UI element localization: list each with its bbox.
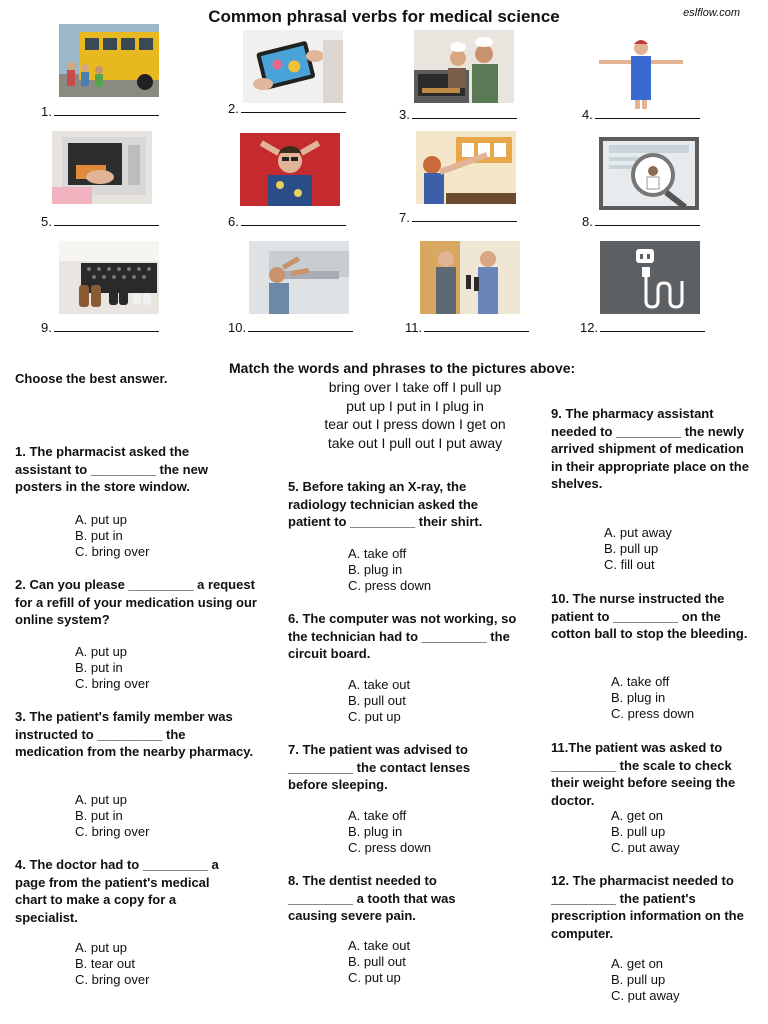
option[interactable]: B. put in [75,808,123,823]
picture-number: 3. [399,107,410,122]
picture-blank-2[interactable] [228,101,346,116]
picture-blank-3[interactable] [399,107,517,122]
option[interactable]: B. pull out [348,954,406,969]
option[interactable]: C. put up [348,709,401,724]
picture-blank-9[interactable] [41,320,159,335]
picture-blank-12[interactable] [580,320,705,335]
site-credit: eslflow.com [683,7,740,19]
options-4 [75,940,149,988]
option[interactable]: C. press down [348,840,432,855]
picture-number: 2. [228,101,239,116]
shoes-doormat-image [59,241,159,314]
picture-blank-4[interactable] [582,107,700,122]
question-11: 11.The patient was asked to _________ the scale to check their weight before seeing the doctor. [551,740,736,808]
picture-number: 9. [41,320,52,335]
option[interactable]: C. bring over [75,824,150,839]
question-5: 5. Before taking an X-ray, the radiology technician asked the patient to _________ their shirt. [288,479,483,529]
option[interactable]: C. bring over [75,544,150,559]
word-bank-line: put up I put in I plug in [346,397,484,414]
option[interactable]: A. put up [75,512,128,527]
option[interactable]: C. put up [348,970,401,985]
two-men-bottles-image [420,241,520,314]
man-fixing-vent-image [249,241,349,314]
picture-number: 5. [41,214,52,229]
option[interactable]: A. get on [611,956,664,971]
picture-blank-11[interactable] [405,320,529,335]
option[interactable]: C. bring over [75,972,150,987]
option[interactable]: B. pull up [611,972,666,987]
option[interactable]: C. put away [611,988,680,1003]
question-9: 9. The pharmacy assistant needed to _________ the newly arrived shipment of medication in their appropriate place on the shelves. [551,406,749,491]
school-bus-children-image [59,24,159,97]
option[interactable]: A. take off [611,674,670,689]
option[interactable]: B. pull up [611,824,666,839]
tablet-hands-image [243,30,343,103]
magnifier-screen-image [599,137,699,210]
man-holding-head-image [240,133,340,206]
option[interactable]: B. put in [75,528,123,543]
page-title: Common phrasal verbs for medical science [208,7,560,26]
option[interactable]: A. take out [348,938,411,953]
match-instruction: Match the words and phrases to the pictures above: [229,360,576,376]
word-bank-line: take out I pull out I put away [327,434,503,451]
picture-blank-8[interactable] [582,214,700,229]
picture-number: 8. [582,214,593,229]
options-11 [611,808,680,856]
picture-number: 7. [399,210,410,225]
option[interactable]: A. put up [75,940,128,955]
option[interactable]: C. fill out [604,557,655,572]
choose-instruction: Choose the best answer. [15,371,168,386]
microwave-hand-image [52,131,152,204]
options-9 [604,525,672,573]
option[interactable]: B. put in [75,660,123,675]
options-10 [611,674,694,722]
question-3: 3. The patient's family member was instructed to _________ the medication from the nearby pharmacy. [15,709,254,759]
question-6: 6. The computer was not working, so the technician had to _________ the circuit board. [288,611,517,661]
option[interactable]: B. plug in [611,690,666,705]
option[interactable]: A. take off [348,808,407,823]
question-2: 2. Can you please _________ a request for a refill of your medication using our online system? [15,577,257,627]
question-12: 12. The pharmacist needed to _________ the patient's prescription information on the computer. [551,873,744,941]
options-12 [611,956,680,1004]
option[interactable]: B. pull up [604,541,659,556]
question-8: 8. The dentist needed to _________ a tooth that was causing severe pain. [288,873,456,923]
girl-arms-out-image [591,36,691,109]
options-7 [348,808,431,856]
option[interactable]: A. put up [75,792,128,807]
question-7: 7. The patient was advised to _________ the contact lenses before sleeping. [288,742,471,792]
word-bank-line: bring over I take off I pull up [328,379,502,395]
picture-blank-1[interactable] [41,104,159,119]
picture-number: 11. [405,320,423,335]
picture-blank-6[interactable] [228,214,346,229]
chefs-oven-image [414,30,514,103]
picture-number: 6. [228,214,239,229]
options-3 [75,792,149,840]
options-2 [75,644,149,692]
picture-number: 1. [41,104,52,119]
option[interactable]: B. tear out [75,956,135,971]
option[interactable]: A. take off [348,546,407,561]
picture-blank-5[interactable] [41,214,159,229]
power-plug-outlet-image [600,241,700,314]
picture-number: 10. [228,320,247,335]
woman-reaching-shelf-image [416,131,516,204]
options-6 [348,677,410,725]
options-1 [75,512,149,560]
options-8 [348,938,410,986]
option[interactable]: C. press down [348,578,432,593]
option[interactable]: B. plug in [348,562,403,577]
option[interactable]: C. bring over [75,676,150,691]
picture-blank-10[interactable] [228,320,353,335]
option[interactable]: C. press down [611,706,695,721]
word-bank [290,378,540,452]
option[interactable]: A. put away [604,525,672,540]
question-10: 10. The nurse instructed the patient to _________ on the cotton ball to stop the bleeding. [551,591,748,641]
option[interactable]: C. put away [611,840,680,855]
picture-number: 4. [582,107,593,122]
option[interactable]: A. get on [611,808,664,823]
picture-blank-7[interactable] [399,210,517,225]
option[interactable]: B. pull out [348,693,406,708]
option[interactable]: A. put up [75,644,128,659]
picture-number: 12. [580,320,599,335]
option[interactable]: B. plug in [348,824,403,839]
option[interactable]: A. take out [348,677,411,692]
question-1: 1. The pharmacist asked the assistant to _________ the new posters in the store window. [15,444,208,494]
word-bank-line: tear out I press down I get on [324,416,506,432]
question-4: 4. The doctor had to _________ a page from the patient's medical chart to make a copy for a specialist. [15,857,219,925]
options-5 [348,546,431,594]
